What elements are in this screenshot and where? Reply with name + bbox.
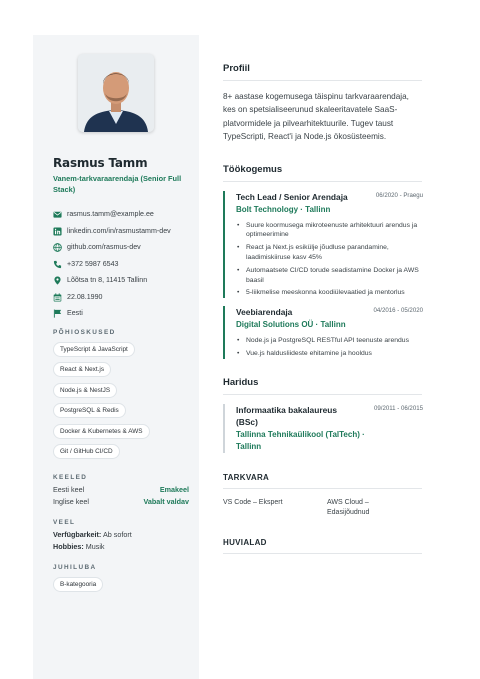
degree-title: Informaatika bakalaureus (BSc) bbox=[236, 404, 338, 427]
language-name: Inglise keel bbox=[53, 496, 89, 506]
job-title: Tech Lead / Senior Arendaja bbox=[236, 191, 348, 202]
language-level: Vabalt valdav bbox=[143, 496, 189, 506]
job-title: Veebiarendaja bbox=[236, 307, 293, 318]
job-date: 04/2016 - 05/2020 bbox=[373, 307, 423, 315]
contact-phone[interactable] bbox=[53, 260, 189, 270]
hobbies-row bbox=[53, 541, 189, 553]
language-name: Eesti keel bbox=[53, 484, 85, 494]
interests-heading: HUVIALAD bbox=[223, 538, 422, 554]
license-list bbox=[53, 577, 189, 598]
software-heading: TARKVARA bbox=[223, 473, 422, 489]
job-bullet: • Automaatsete CI/CD torude seadistamine Docker ja AWS baasil bbox=[236, 266, 422, 286]
profile-heading: Profiil bbox=[223, 63, 422, 81]
main-content bbox=[223, 63, 422, 563]
license-heading: JUHILUBA bbox=[53, 563, 97, 571]
contact-list bbox=[53, 210, 189, 319]
calendar-icon bbox=[53, 293, 62, 302]
job-entry bbox=[223, 306, 422, 359]
person-name: Rasmus Tamm bbox=[53, 156, 148, 170]
job-bullets bbox=[236, 221, 422, 299]
contact-linkedin-text: linkedin.com/in/rasmustamm-dev bbox=[67, 226, 171, 235]
skill-chip: PostgreSQL & Redis bbox=[53, 403, 126, 418]
software-list bbox=[223, 498, 422, 518]
misc-heading: VEEL bbox=[53, 518, 76, 526]
job-bullets bbox=[236, 336, 422, 359]
linkedin-icon bbox=[53, 227, 62, 236]
software-item: AWS Cloud – Edasijõudnud bbox=[327, 498, 370, 516]
contact-birthdate-text: 22.08.1990 bbox=[67, 292, 103, 301]
hobbies-label: Hobbies: bbox=[53, 541, 84, 551]
availability-row bbox=[53, 529, 189, 541]
job-bullet: • Suure koormusega mikroteenuste arhitektuuri arendus ja optimeerimine bbox=[236, 221, 422, 241]
hobbies-value: Musik bbox=[85, 541, 105, 551]
contact-email-text: rasmus.tamm@example.ee bbox=[67, 210, 154, 218]
skill-chip: Git / GitHub CI/CD bbox=[53, 444, 120, 459]
skill-chip: Node.js & NestJS bbox=[53, 383, 117, 398]
resume-page bbox=[33, 35, 455, 679]
contact-email[interactable] bbox=[53, 210, 189, 220]
contact-nationality-text: Eesti bbox=[67, 309, 83, 317]
job-bullet: • Node.js ja PostgreSQL RESTful API teenuste arendus bbox=[236, 336, 422, 346]
profile-photo bbox=[78, 54, 154, 132]
job-company: Bolt Technology · Tallinn bbox=[236, 204, 331, 214]
job-entry bbox=[223, 191, 422, 299]
education-entry bbox=[223, 404, 422, 453]
experience-heading: Töökogemus bbox=[223, 164, 422, 182]
skill-chip: Docker & Kubernetes & AWS bbox=[53, 424, 150, 439]
skill-chip: React & Next.js bbox=[53, 362, 111, 377]
profile-text: 8+ aastase kogemusega täispinu tarkvaraarendaja, kes on spetsialiseerunud skaleeritavatele SaaS-platvormidele ja pilvearhitektuurile. Tugev taust TypeScripti, React'i ja Node.js ökosüsteemis. bbox=[223, 92, 409, 142]
contact-birthdate bbox=[53, 293, 189, 303]
skills-list bbox=[53, 342, 189, 465]
mail-icon bbox=[53, 210, 62, 219]
skill-chip: TypeScript & JavaScript bbox=[53, 342, 135, 357]
language-level: Emakeel bbox=[159, 484, 189, 494]
globe-icon bbox=[53, 243, 62, 252]
language-row bbox=[53, 484, 189, 496]
languages-heading: KEELED bbox=[53, 473, 88, 481]
job-bullet: • React ja Next.js esikülje jõudluse parandamine, laadimiskiiruse kasv 45% bbox=[236, 243, 422, 263]
availability-label: Verfügbarkeit: bbox=[53, 529, 102, 539]
school-name: Tallinna Tehnikaülikool (TalTech) · Tallinn bbox=[236, 429, 365, 451]
education-heading: Haridus bbox=[223, 377, 422, 395]
job-bullet: • Vue.js haldusliideste ehitamine ja hooldus bbox=[236, 349, 422, 359]
contact-address-text: Lõõtsa tn 8, 11415 Tallinn bbox=[67, 276, 148, 284]
skills-heading: PÕHIOSKUSED bbox=[53, 328, 116, 336]
location-pin-icon bbox=[53, 276, 62, 285]
contact-github[interactable] bbox=[53, 243, 189, 253]
contact-address bbox=[53, 276, 189, 286]
availability-value: Ab sofort bbox=[102, 529, 132, 539]
job-company: Digital Solutions OÜ · Tallinn bbox=[236, 320, 346, 330]
license-chip: B-kategooria bbox=[53, 577, 103, 592]
contact-phone-text: +372 5987 6543 bbox=[67, 259, 119, 268]
contact-linkedin[interactable] bbox=[53, 227, 189, 237]
person-role: Vanem-tarkvaraarendaja (Senior Full Stack) bbox=[53, 174, 182, 194]
phone-icon bbox=[53, 260, 62, 269]
education-date: 09/2011 - 06/2015 bbox=[373, 404, 423, 412]
contact-nationality bbox=[53, 309, 189, 319]
language-row bbox=[53, 496, 189, 508]
flag-icon bbox=[53, 309, 62, 318]
sidebar bbox=[33, 35, 199, 679]
job-bullet: • 5-liikmelise meeskonna koodiülevaatied ja mentorlus bbox=[236, 288, 422, 298]
job-date: 06/2020 - Praegu bbox=[375, 191, 423, 199]
software-item: VS Code – Ekspert bbox=[223, 498, 283, 506]
contact-github-text: github.com/rasmus-dev bbox=[67, 243, 141, 251]
